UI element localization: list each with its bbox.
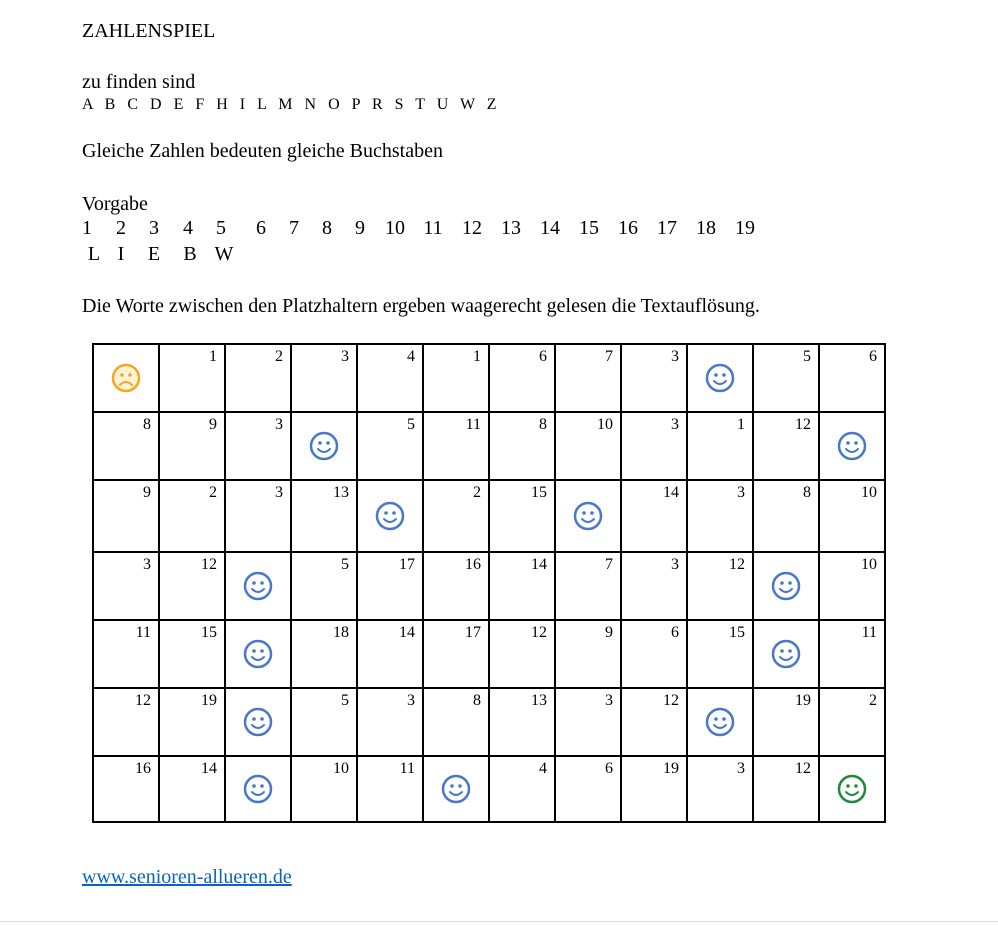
cell-number: 3 — [671, 348, 679, 365]
cell-number: 4 — [539, 760, 547, 777]
letters-to-find: A B C D E F H I L M N O P R S T U W Z — [82, 96, 497, 113]
vorgabe-letter: W — [214, 243, 234, 265]
cell-number: 9 — [605, 624, 613, 641]
cell-number: 11 — [399, 760, 415, 777]
vorgabe-letter: B — [183, 243, 197, 265]
find-label: zu finden sind — [82, 71, 196, 93]
cell-number: 3 — [275, 484, 283, 501]
grid-cell — [291, 552, 357, 620]
vorgabe-number: 10 — [385, 217, 405, 239]
grid-cell — [225, 480, 291, 552]
grid-cell — [753, 552, 819, 620]
smiley-face-icon — [770, 638, 802, 670]
cell-number: 3 — [341, 348, 349, 365]
cell-number: 10 — [333, 760, 349, 777]
grid-cell — [357, 480, 423, 552]
grid-cell — [93, 756, 159, 822]
smiley-face-icon — [308, 430, 340, 462]
grid-cell — [687, 480, 753, 552]
grid-cell — [225, 344, 291, 412]
grid-cell — [687, 552, 753, 620]
grid-cell — [555, 480, 621, 552]
cell-number: 10 — [861, 484, 877, 501]
cell-number: 19 — [663, 760, 679, 777]
grid-cell — [93, 480, 159, 552]
grid-cell — [159, 480, 225, 552]
grid-cell — [357, 412, 423, 480]
grid-cell — [93, 688, 159, 756]
cell-number: 12 — [201, 556, 217, 573]
page-divider — [0, 921, 998, 922]
grid-cell — [291, 344, 357, 412]
website-link[interactable]: www.senioren-allueren.de — [82, 866, 292, 888]
grid-cell — [819, 412, 885, 480]
cell-number: 12 — [135, 692, 151, 709]
grid-cell — [225, 620, 291, 688]
cell-number: 17 — [399, 556, 415, 573]
grid-row — [93, 552, 885, 620]
vorgabe-number: 16 — [618, 217, 638, 239]
cell-number: 15 — [531, 484, 547, 501]
cell-number: 5 — [407, 416, 415, 433]
smiley-face-icon — [242, 570, 274, 602]
rule-text: Gleiche Zahlen bedeuten gleiche Buchstaben — [82, 140, 443, 162]
grid-row — [93, 756, 885, 822]
cell-number: 11 — [861, 624, 877, 641]
cell-number: 3 — [275, 416, 283, 433]
instructions-text: Die Worte zwischen den Platzhaltern ergeben waagerecht gelesen die Textauflösung. — [82, 295, 760, 317]
cell-number: 16 — [465, 556, 481, 573]
cell-number: 8 — [539, 416, 547, 433]
grid-cell — [357, 344, 423, 412]
grid-cell — [159, 756, 225, 822]
grid-cell — [225, 688, 291, 756]
grid-cell — [291, 756, 357, 822]
smiley-face-icon — [572, 500, 604, 532]
grid-cell — [291, 412, 357, 480]
grid-cell — [93, 412, 159, 480]
grid-cell — [225, 412, 291, 480]
cell-number: 5 — [341, 692, 349, 709]
grid-cell — [555, 552, 621, 620]
vorgabe-letter: E — [147, 243, 161, 265]
grid-cell — [93, 620, 159, 688]
grid-row — [93, 344, 885, 412]
cell-number: 15 — [729, 624, 745, 641]
smiley-face-icon — [440, 773, 472, 805]
cell-number: 1 — [737, 416, 745, 433]
vorgabe-label: Vorgabe — [82, 193, 148, 215]
vorgabe-numbers — [0, 217, 998, 239]
cell-number: 2 — [275, 348, 283, 365]
vorgabe-letter: I — [117, 243, 125, 265]
cell-number: 16 — [135, 760, 151, 777]
grid-cell — [687, 756, 753, 822]
cell-number: 7 — [605, 556, 613, 573]
grid-cell — [621, 620, 687, 688]
cell-number: 8 — [803, 484, 811, 501]
vorgabe-number: 3 — [149, 217, 159, 239]
grid-cell — [687, 344, 753, 412]
grid-cell — [555, 620, 621, 688]
smiley-face-icon — [704, 362, 736, 394]
grid-cell — [423, 480, 489, 552]
grid-cell — [555, 688, 621, 756]
grid-row — [93, 480, 885, 552]
grid-cell — [621, 756, 687, 822]
vorgabe-number: 9 — [355, 217, 365, 239]
grid-cell — [291, 620, 357, 688]
grid-cell — [93, 344, 159, 412]
grid-cell — [291, 480, 357, 552]
grid-row — [93, 412, 885, 480]
grid-cell — [753, 412, 819, 480]
vorgabe-number: 11 — [423, 217, 443, 239]
grid-cell — [159, 552, 225, 620]
grid-cell — [819, 480, 885, 552]
grid-cell — [159, 620, 225, 688]
cell-number: 3 — [407, 692, 415, 709]
cell-number: 12 — [729, 556, 745, 573]
grid-cell — [621, 480, 687, 552]
cell-number: 6 — [605, 760, 613, 777]
smiley-face-icon — [242, 706, 274, 738]
vorgabe-number: 14 — [540, 217, 560, 239]
cell-number: 19 — [795, 692, 811, 709]
cell-number: 3 — [737, 760, 745, 777]
cell-number: 7 — [605, 348, 613, 365]
smiley-face-icon — [374, 500, 406, 532]
grid-cell — [423, 412, 489, 480]
grid-cell — [555, 344, 621, 412]
vorgabe-number: 13 — [501, 217, 521, 239]
cell-number: 2 — [473, 484, 481, 501]
grid-cell — [489, 480, 555, 552]
smiley-face-icon — [836, 430, 868, 462]
cell-number: 9 — [143, 484, 151, 501]
cell-number: 9 — [209, 416, 217, 433]
grid-cell — [687, 620, 753, 688]
grid-cell — [423, 756, 489, 822]
happy-face-icon — [836, 773, 868, 805]
cell-number: 2 — [209, 484, 217, 501]
cell-number: 11 — [135, 624, 151, 641]
cell-number: 1 — [209, 348, 217, 365]
grid-cell — [753, 688, 819, 756]
grid-cell — [93, 552, 159, 620]
cell-number: 13 — [531, 692, 547, 709]
grid-cell — [423, 552, 489, 620]
cell-number: 14 — [663, 484, 679, 501]
cell-number: 10 — [597, 416, 613, 433]
sad-face-icon — [110, 362, 142, 394]
page-title: ZAHLENSPIEL — [82, 20, 216, 42]
cell-number: 14 — [399, 624, 415, 641]
cell-number: 8 — [143, 416, 151, 433]
grid-cell — [423, 344, 489, 412]
grid-cell — [621, 344, 687, 412]
vorgabe-letters — [0, 243, 998, 265]
grid-cell — [753, 620, 819, 688]
grid-cell — [357, 756, 423, 822]
puzzle-grid — [92, 343, 886, 823]
vorgabe-number: 6 — [256, 217, 266, 239]
cell-number: 14 — [531, 556, 547, 573]
grid-cell — [621, 412, 687, 480]
grid-cell — [489, 412, 555, 480]
vorgabe-number: 4 — [183, 217, 193, 239]
vorgabe-number: 7 — [289, 217, 299, 239]
cell-number: 13 — [333, 484, 349, 501]
cell-number: 3 — [605, 692, 613, 709]
vorgabe-number: 5 — [216, 217, 226, 239]
grid-row — [93, 688, 885, 756]
grid-cell — [819, 688, 885, 756]
grid-cell — [819, 344, 885, 412]
cell-number: 15 — [201, 624, 217, 641]
grid-cell — [357, 552, 423, 620]
smiley-face-icon — [770, 570, 802, 602]
grid-cell — [621, 688, 687, 756]
cell-number: 11 — [465, 416, 481, 433]
cell-number: 3 — [143, 556, 151, 573]
grid-cell — [819, 552, 885, 620]
grid-cell — [489, 552, 555, 620]
vorgabe-number: 2 — [116, 217, 126, 239]
grid-cell — [225, 756, 291, 822]
vorgabe-number: 17 — [657, 217, 677, 239]
grid-cell — [357, 688, 423, 756]
grid-cell — [489, 756, 555, 822]
grid-row — [93, 620, 885, 688]
cell-number: 14 — [201, 760, 217, 777]
cell-number: 12 — [795, 760, 811, 777]
cell-number: 18 — [333, 624, 349, 641]
cell-number: 3 — [671, 416, 679, 433]
cell-number: 5 — [341, 556, 349, 573]
smiley-face-icon — [704, 706, 736, 738]
cell-number: 12 — [531, 624, 547, 641]
grid-cell — [819, 756, 885, 822]
grid-cell — [159, 344, 225, 412]
vorgabe-letter: L — [87, 243, 101, 265]
grid-cell — [357, 620, 423, 688]
cell-number: 6 — [539, 348, 547, 365]
grid-cell — [555, 756, 621, 822]
cell-number: 2 — [869, 692, 877, 709]
grid-cell — [753, 480, 819, 552]
cell-number: 6 — [869, 348, 877, 365]
grid-cell — [753, 756, 819, 822]
vorgabe-number: 12 — [462, 217, 482, 239]
cell-number: 12 — [795, 416, 811, 433]
vorgabe-number: 19 — [735, 217, 755, 239]
cell-number: 10 — [861, 556, 877, 573]
grid-cell — [291, 688, 357, 756]
grid-cell — [159, 412, 225, 480]
grid-cell — [489, 344, 555, 412]
cell-number: 6 — [671, 624, 679, 641]
cell-number: 4 — [407, 348, 415, 365]
grid-cell — [489, 688, 555, 756]
grid-cell — [621, 552, 687, 620]
cell-number: 12 — [663, 692, 679, 709]
grid-cell — [225, 552, 291, 620]
cell-number: 1 — [473, 348, 481, 365]
grid-cell — [753, 344, 819, 412]
cell-number: 8 — [473, 692, 481, 709]
grid-cell — [489, 620, 555, 688]
cell-number: 3 — [671, 556, 679, 573]
grid-cell — [687, 412, 753, 480]
vorgabe-number: 18 — [696, 217, 716, 239]
grid-cell — [819, 620, 885, 688]
grid-cell — [555, 412, 621, 480]
cell-number: 5 — [803, 348, 811, 365]
vorgabe-number: 15 — [579, 217, 599, 239]
cell-number: 3 — [737, 484, 745, 501]
vorgabe-number: 8 — [322, 217, 332, 239]
cell-number: 17 — [465, 624, 481, 641]
grid-cell — [159, 688, 225, 756]
cell-number: 19 — [201, 692, 217, 709]
smiley-face-icon — [242, 638, 274, 670]
grid-cell — [423, 688, 489, 756]
smiley-face-icon — [242, 773, 274, 805]
grid-cell — [423, 620, 489, 688]
grid-cell — [687, 688, 753, 756]
vorgabe-number: 1 — [82, 217, 92, 239]
